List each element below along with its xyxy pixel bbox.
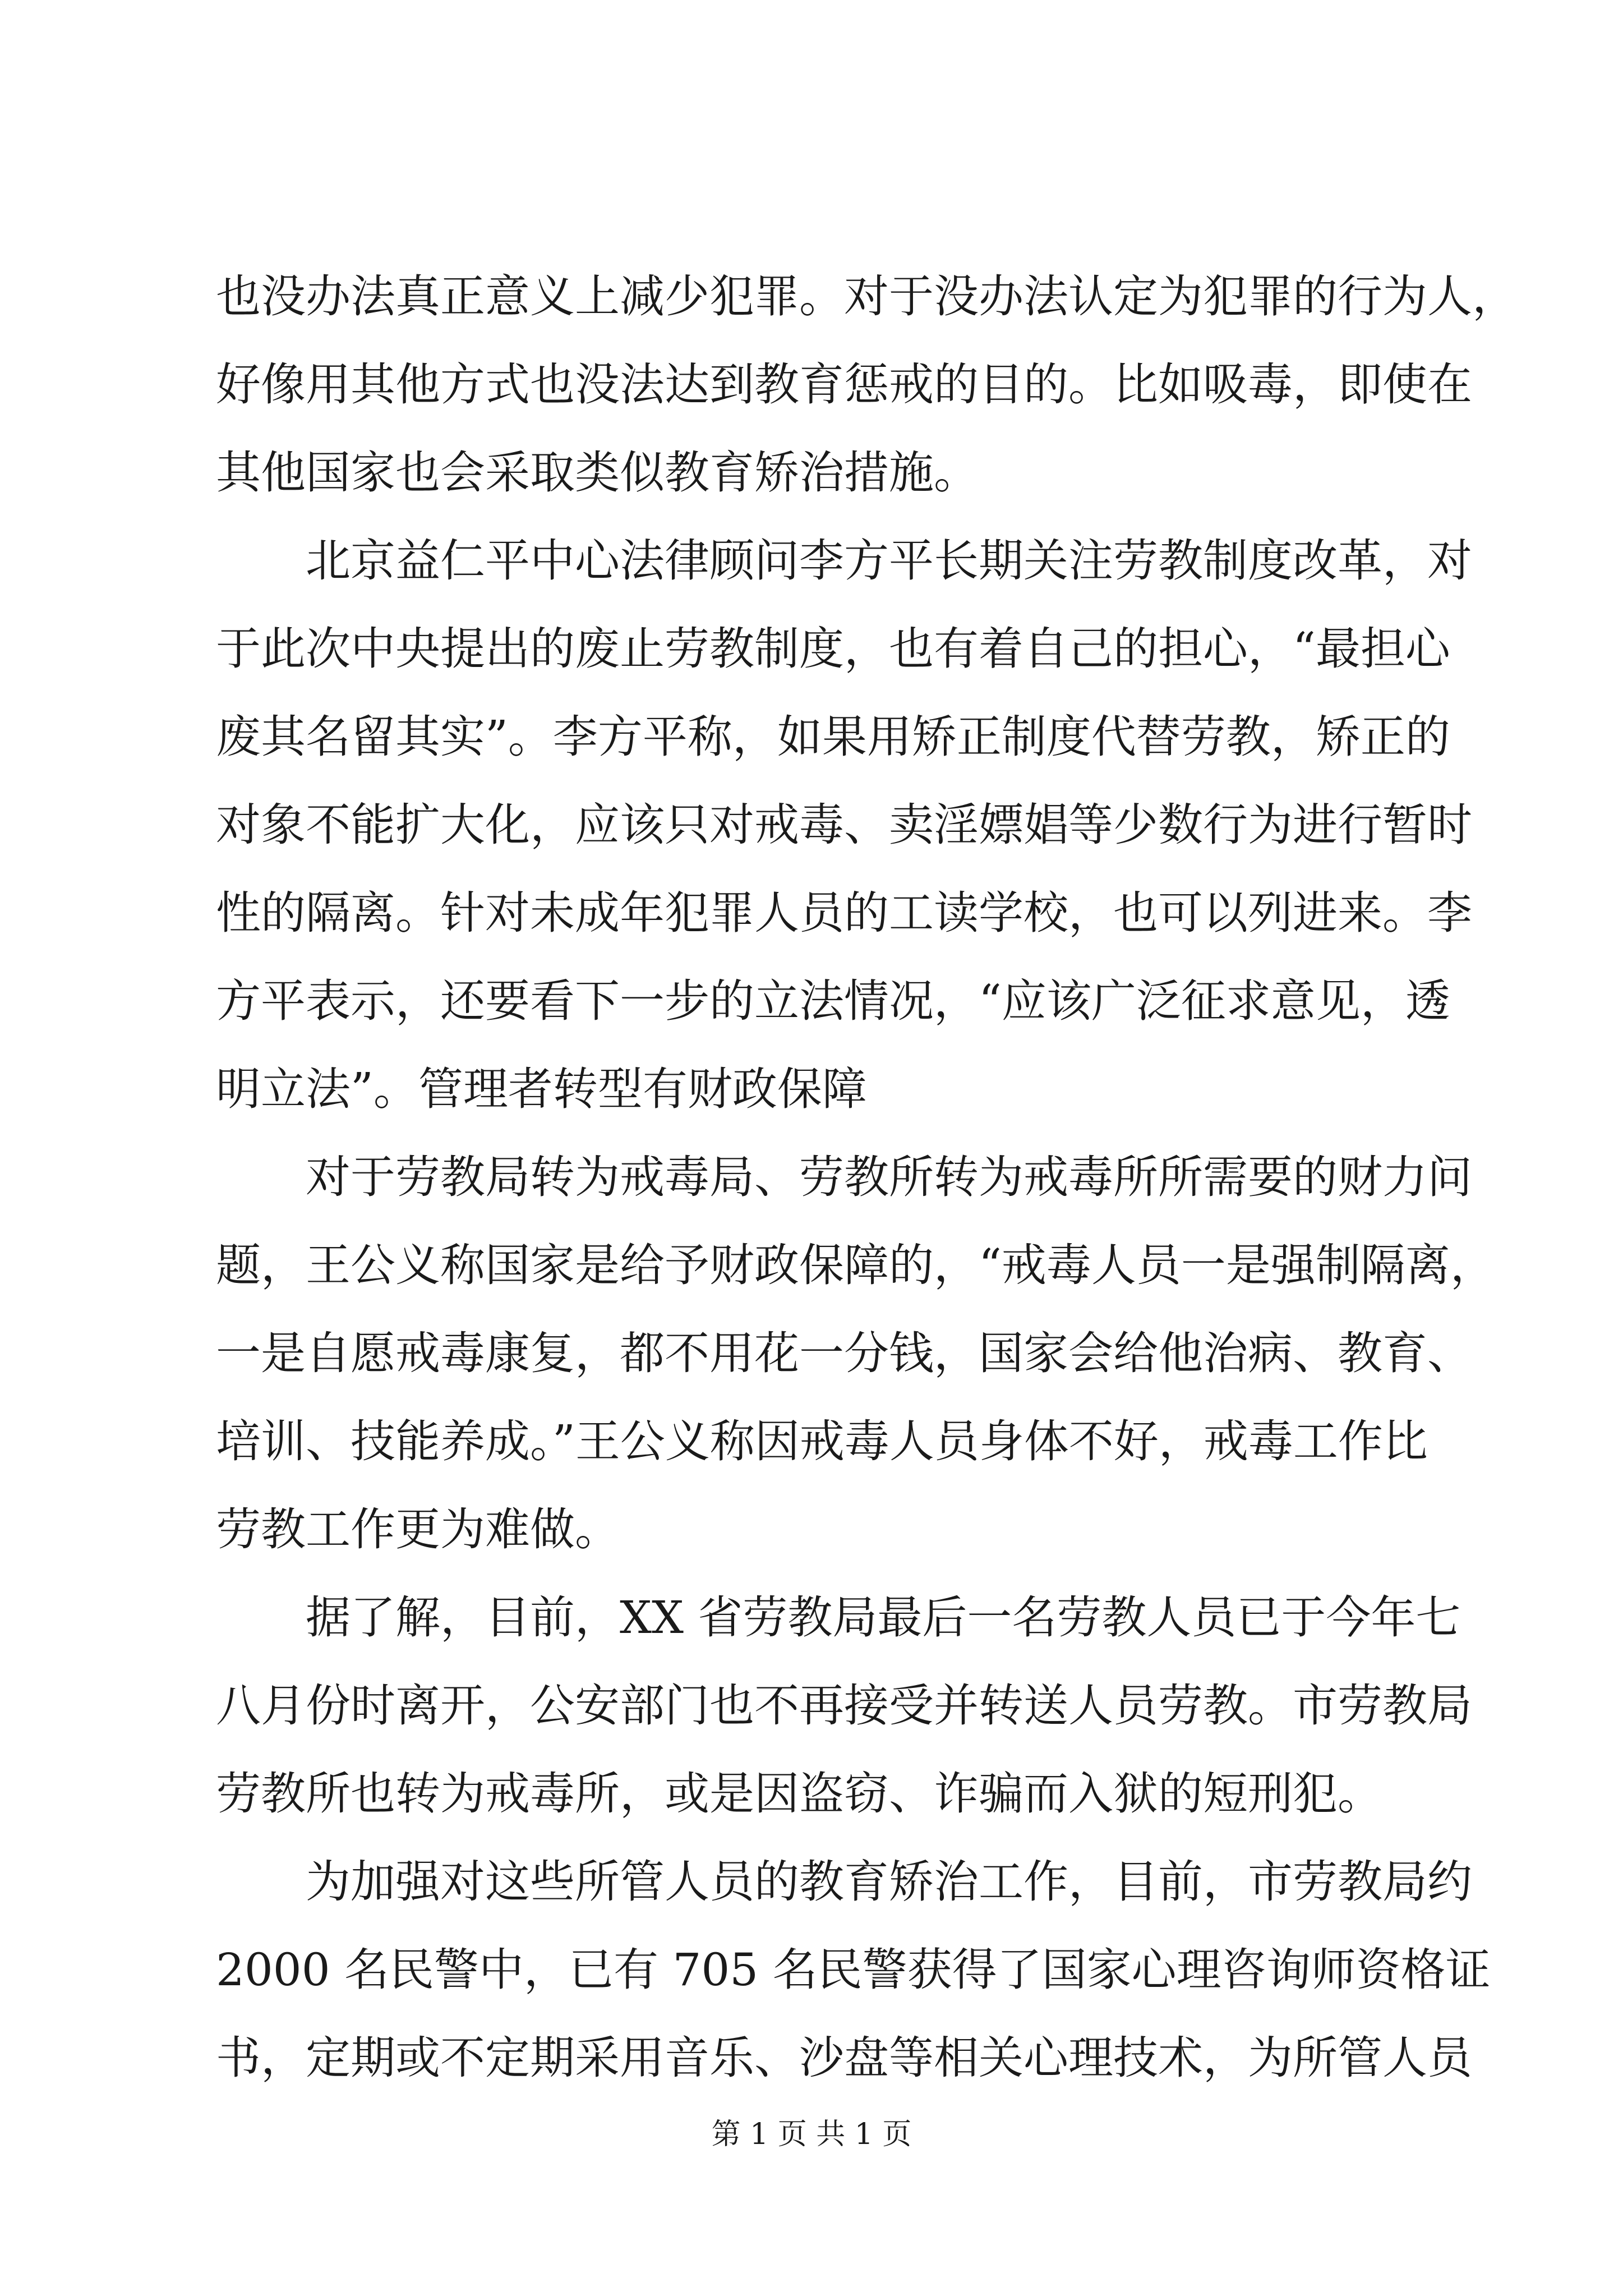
- text-line: 八月份时离开，公安部门也不再接受并转送人员劳教。市劳教局: [216, 1680, 1472, 1732]
- text-line: 培训、技能养成。”王公义称因戒毒人员身体不好，戒毒工作比: [216, 1415, 1428, 1467]
- text-line: 为加强对这些所管人员的教育矫治工作，目前，市劳教局约: [306, 1856, 1472, 1908]
- text-line: 好像用其他方式也没法达到教育惩戒的目的。比如吸毒，即使在: [216, 358, 1472, 411]
- text-line: 对于劳教局转为戒毒局、劳教所转为戒毒所所需要的财力问: [306, 1151, 1472, 1203]
- page-number: 第 1 页 共 1 页: [711, 2118, 912, 2151]
- paragraph-2: [216, 517, 1472, 1133]
- text-line: 性的隔离。针对未成年犯罪人员的工读学校，也可以列进来。李: [216, 887, 1472, 939]
- text-line: 2000 名民警中，已有 705 名民警获得了国家心理咨询师资格证: [216, 1944, 1491, 1996]
- text-line: 一是自愿戒毒康复，都不用花一分钱，国家会给他治病、教育、: [216, 1327, 1472, 1379]
- paragraph-3: [216, 1133, 1495, 1573]
- text-line: 其他国家也会采取类似教育矫治措施。: [216, 447, 979, 499]
- document-body: [216, 252, 1517, 2102]
- text-line: 方平表示，还要看下一步的立法情况，“应该广泛征求意见，透: [216, 975, 1450, 1027]
- text-line: 书，定期或不定期采用音乐、沙盘等相关心理技术，为所管人员: [216, 2032, 1472, 2084]
- text-line: 废其名留其实”。李方平称，如果用矫正制度代替劳教，矫正的: [216, 711, 1450, 763]
- text-line: 劳教所也转为戒毒所，或是因盗窃、诈骗而入狱的短刑犯。: [216, 1768, 1382, 1820]
- paragraph-1: [216, 252, 1517, 517]
- text-line: 对象不能扩大化，应该只对戒毒、卖淫嫖娼等少数行为进行暂时: [216, 799, 1472, 851]
- paragraph-5: [216, 1838, 1491, 2102]
- text-line: 也没办法真正意义上减少犯罪。对于没办法认定为犯罪的行为人，: [216, 270, 1517, 323]
- page-footer: [0, 2112, 1623, 2157]
- text-line: 据了解，目前，XX 省劳教局最后一名劳教人员已于今年七: [306, 1591, 1461, 1644]
- paragraph-4: [216, 1573, 1472, 1838]
- text-line: 劳教工作更为难做。: [216, 1503, 620, 1556]
- text-line: 北京益仁平中心法律顾问李方平长期关注劳教制度改革，对: [306, 535, 1472, 587]
- text-line: 明立法”。管理者转型有财政保障: [216, 1063, 867, 1115]
- text-line: 于此次中央提出的废止劳教制度，也有着自己的担心，“最担心: [216, 623, 1450, 675]
- text-line: 题，王公义称国家是给予财政保障的，“戒毒人员一是强制隔离，: [216, 1239, 1495, 1291]
